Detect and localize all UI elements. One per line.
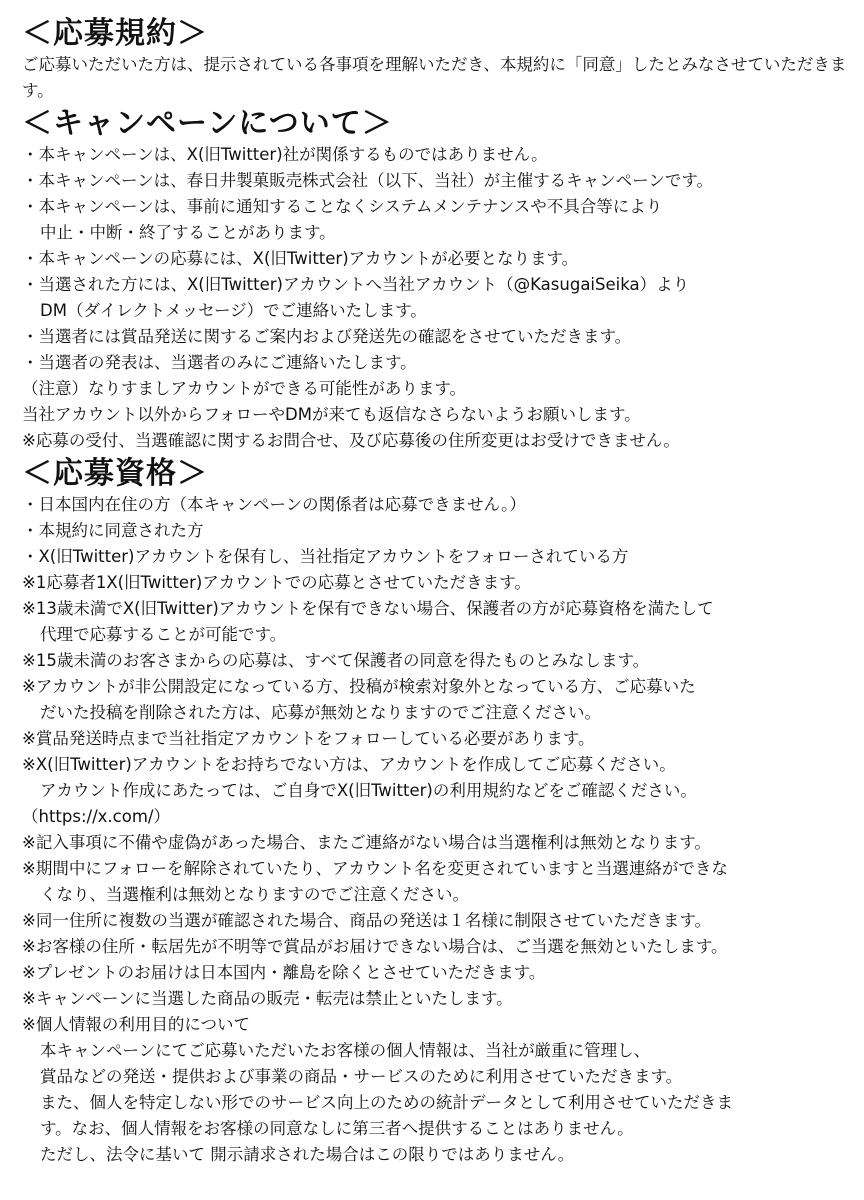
eligibility-section — [22, 492, 864, 1168]
campaign-line: ・本キャンペーンは、X(旧Twitter)社が関係するものではありません。 — [22, 145, 548, 164]
campaign-line: DM（ダイレクトメッセージ）でご連絡いたします。 — [40, 301, 427, 320]
campaign-line: ・本キャンペーンの応募には、X(旧Twitter)アカウントが必要となります。 — [22, 249, 579, 268]
privacy-line: 本キャンペーンにてご応募いただいたお客様の個人情報は、当社が厳重に管理し、 — [40, 1041, 651, 1060]
eligibility-line: ※期間中にフォローを解除されていたり、アカウント名を変更されていますと当選連絡ができな — [22, 859, 728, 878]
terms-heading: ＜応募規約＞ — [22, 16, 208, 51]
eligibility-line: ※キャンペーンに当選した商品の販売・転売は禁止といたします。 — [22, 989, 513, 1008]
eligibility-line: ※アカウントが非公開設定になっている方、投稿が検索対象外となっている方、ご応募いた — [22, 677, 696, 696]
campaign-line: ・本キャンペーンは、事前に通知することなくシステムメンテナンスや不具合等により — [22, 197, 663, 216]
campaign-line: 当社アカウント以外からフォローやDMが来ても返信なさらないようお願いします。 — [22, 405, 641, 424]
privacy-line: ただし、法令に基いて 開示請求された場合はこの限りではありません。 — [40, 1145, 575, 1164]
eligibility-line: くなり、当選権利は無効となりますのでご注意ください。 — [40, 885, 469, 904]
eligibility-line: 代理で応募することが可能です。 — [40, 625, 287, 644]
campaign-line: ・当選された方には、X(旧Twitter)アカウントへ当社アカウント（@KasugaiSeika）より — [22, 275, 690, 294]
eligibility-line: ※13歳未満でX(旧Twitter)アカウントを保有できない場合、保護者の方が応募資格を満たして — [22, 599, 714, 618]
campaign-line: （注意）なりすましアカウントができる可能性があります。 — [22, 379, 467, 398]
twitter-url-text: （https://x.com/） — [22, 807, 170, 826]
eligibility-line: アカウント作成にあたっては、ご自身でX(旧Twitter)の利用規約などをご確認ください。 — [40, 781, 697, 800]
privacy-line: また、個人を特定しない形でのサービス向上のための統計データとして利用させていただきま — [40, 1093, 733, 1112]
campaign-line: ※応募の受付、当選確認に関するお問合せ、及び応募後の住所変更はお受けできません。 — [22, 431, 680, 450]
privacy-line: 賞品などの発送・提供および事業の商品・サービスのために利用させていただきます。 — [40, 1067, 683, 1086]
eligibility-line: ※1応募者1X(旧Twitter)アカウントでの応募とさせていただきます。 — [22, 573, 531, 592]
campaign-line: ・本キャンペーンは、春日井製菓販売株式会社（以下、当社）が主催するキャンペーンです。 — [22, 171, 714, 190]
eligibility-line: ・本規約に同意された方 — [22, 521, 204, 540]
eligibility-line: ・X(旧Twitter)アカウントを保有し、当社指定アカウントをフォローされている方 — [22, 547, 629, 566]
eligibility-line: ・日本国内在住の方（本キャンペーンの関係者は応募できません。） — [22, 495, 526, 514]
eligibility-line: ※同一住所に複数の当選が確認された場合、商品の発送は１名様に制限させていただきます。 — [22, 911, 712, 930]
eligibility-line: ※プレゼントのお届けは日本国内・離島を除くとさせていただきます。 — [22, 963, 546, 982]
campaign-heading: ＜キャンペーンについて＞ — [22, 106, 393, 141]
eligibility-line: ※15歳未満のお客さまからの応募は、すべて保護者の同意を得たものとみなします。 — [22, 651, 650, 670]
privacy-heading-line: ※個人情報の利用目的について — [22, 1015, 250, 1034]
eligibility-line: ※お客様の住所・転居先が不明等で賞品がお届けできない場合は、ご当選を無効といたします。 — [22, 937, 728, 956]
eligibility-heading: ＜応募資格＞ — [22, 456, 208, 491]
campaign-line: 中止・中断・終了することがあります。 — [40, 223, 336, 242]
campaign-line: ・当選者には賞品発送に関するご案内および発送先の確認をさせていただきます。 — [22, 327, 632, 346]
campaign-section — [22, 142, 864, 454]
eligibility-line: ※記入事項に不備や虚偽があった場合、またご連絡がない場合は当選権利は無効となります。 — [22, 833, 711, 852]
eligibility-line: ※賞品発送時点まで当社指定アカウントをフォローしている必要があります。 — [22, 729, 595, 748]
terms-intro: ご応募いただいた方は、提示されている各事項を理解いただき、本規約に「同意」したとみなさせていただきます。 — [22, 55, 847, 100]
eligibility-line: ※X(旧Twitter)アカウントをお持ちでない方は、アカウントを作成してご応募ください。 — [22, 755, 676, 774]
eligibility-line: だいた投稿を削除された方は、応募が無効となりますのでご注意ください。 — [40, 703, 601, 722]
campaign-line: ・当選者の発表は、当選者のみにご連絡いたします。 — [22, 353, 417, 372]
privacy-line: す。なお、個人情報をお客様の同意なしに第三者へ提供することはありません。 — [40, 1119, 634, 1138]
